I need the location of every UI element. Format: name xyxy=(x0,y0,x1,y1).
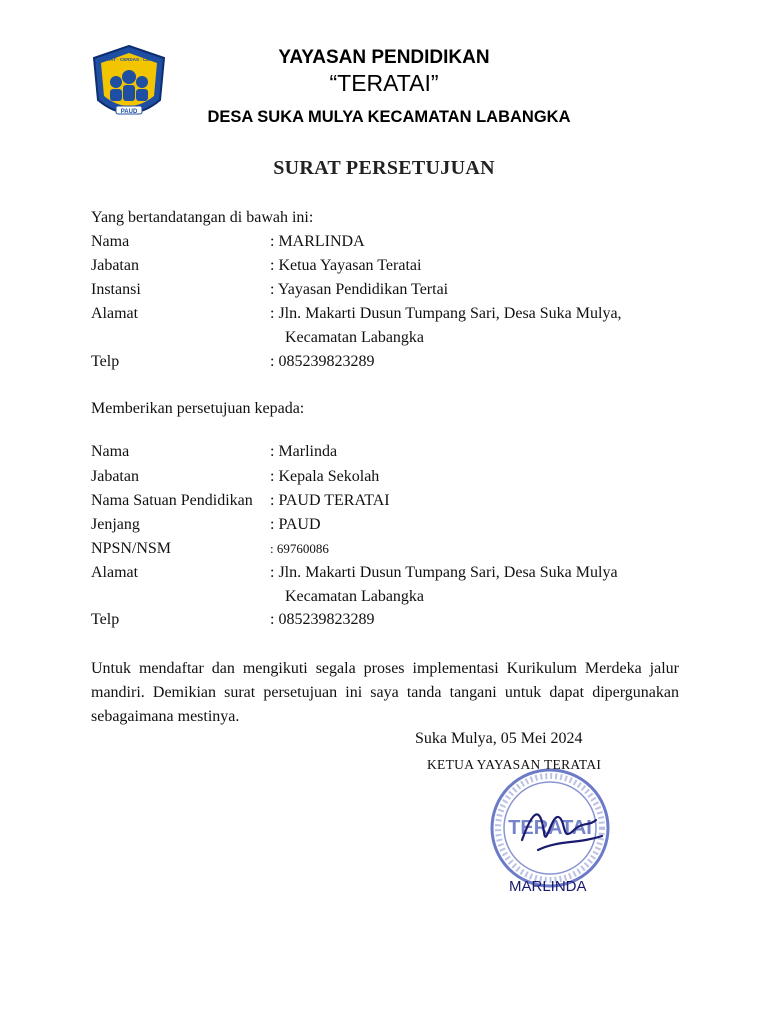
field-value: : Marlinda xyxy=(270,443,338,460)
place-date: Suka Mulya, 05 Mei 2024 xyxy=(415,730,583,747)
field-value: : PAUD xyxy=(270,516,321,533)
field-label: Nama Satuan Pendidikan xyxy=(91,492,253,509)
field-value: : 085239823289 xyxy=(270,611,375,628)
org-name-line: YAYASAN PENDIDIKAN xyxy=(278,47,490,68)
org-address: DESA SUKA MULYA KECAMATAN LABANGKA xyxy=(207,108,571,126)
field-label: Nama xyxy=(91,233,130,250)
field-value: : 085239823289 xyxy=(270,353,375,370)
closing-paragraph: Untuk mendaftar dan mengikuti segala proses implementasi Kurikulum Merdeka jalur mandiri. Demikian surat persetujuan ini saya tanda tangani untuk dapat dipergunakan sebagaimana mestinya. xyxy=(91,660,679,725)
intro-text: Yang bertandatangan di bawah ini: xyxy=(91,209,314,226)
recipient-alamat-continuation: Kecamatan Labangka xyxy=(285,588,425,605)
field-label: Instansi xyxy=(91,281,141,298)
field-label: Jenjang xyxy=(91,516,140,533)
field-label: Jabatan xyxy=(91,468,139,485)
signer-alamat-continuation: Kecamatan Labangka xyxy=(285,329,425,346)
field-label: Alamat xyxy=(91,305,139,322)
stamp-label: TERATAI xyxy=(508,817,592,839)
field-value: : Jln. Makarti Dusun Tumpang Sari, Desa Suka Mulya, xyxy=(270,305,622,322)
org-name-teratai: “TERATAI” xyxy=(329,70,439,96)
field-value: : PAUD TERATAI xyxy=(270,492,390,509)
signature-title: KETUA YAYASAN TERATAI xyxy=(427,757,602,772)
field-label: Telp xyxy=(91,611,120,628)
field-label: Alamat xyxy=(91,564,139,581)
document-title: SURAT PERSETUJUAN xyxy=(273,157,495,179)
grant-intro: Memberikan persetujuan kepada: xyxy=(91,400,305,417)
field-value: : Jln. Makarti Dusun Tumpang Sari, Desa Suka Mulya xyxy=(270,564,618,581)
field-value: : 69760086 xyxy=(270,541,329,556)
field-label: Jabatan xyxy=(91,257,139,274)
logo-label: PAUD xyxy=(120,109,138,115)
field-label: NPSN/NSM xyxy=(91,540,172,557)
field-value: : Kepala Sekolah xyxy=(270,468,380,485)
field-value: : Yayasan Pendidikan Tertai xyxy=(270,281,449,298)
field-label: Nama xyxy=(91,443,130,460)
signature-name: MARLINDA xyxy=(509,878,587,895)
field-label: Telp xyxy=(91,353,120,370)
field-value: : Ketua Yayasan Teratai xyxy=(270,257,422,274)
field-value: : MARLINDA xyxy=(270,233,365,250)
logo-motto: SEHAT · CERDAS · CERIA xyxy=(101,57,157,62)
